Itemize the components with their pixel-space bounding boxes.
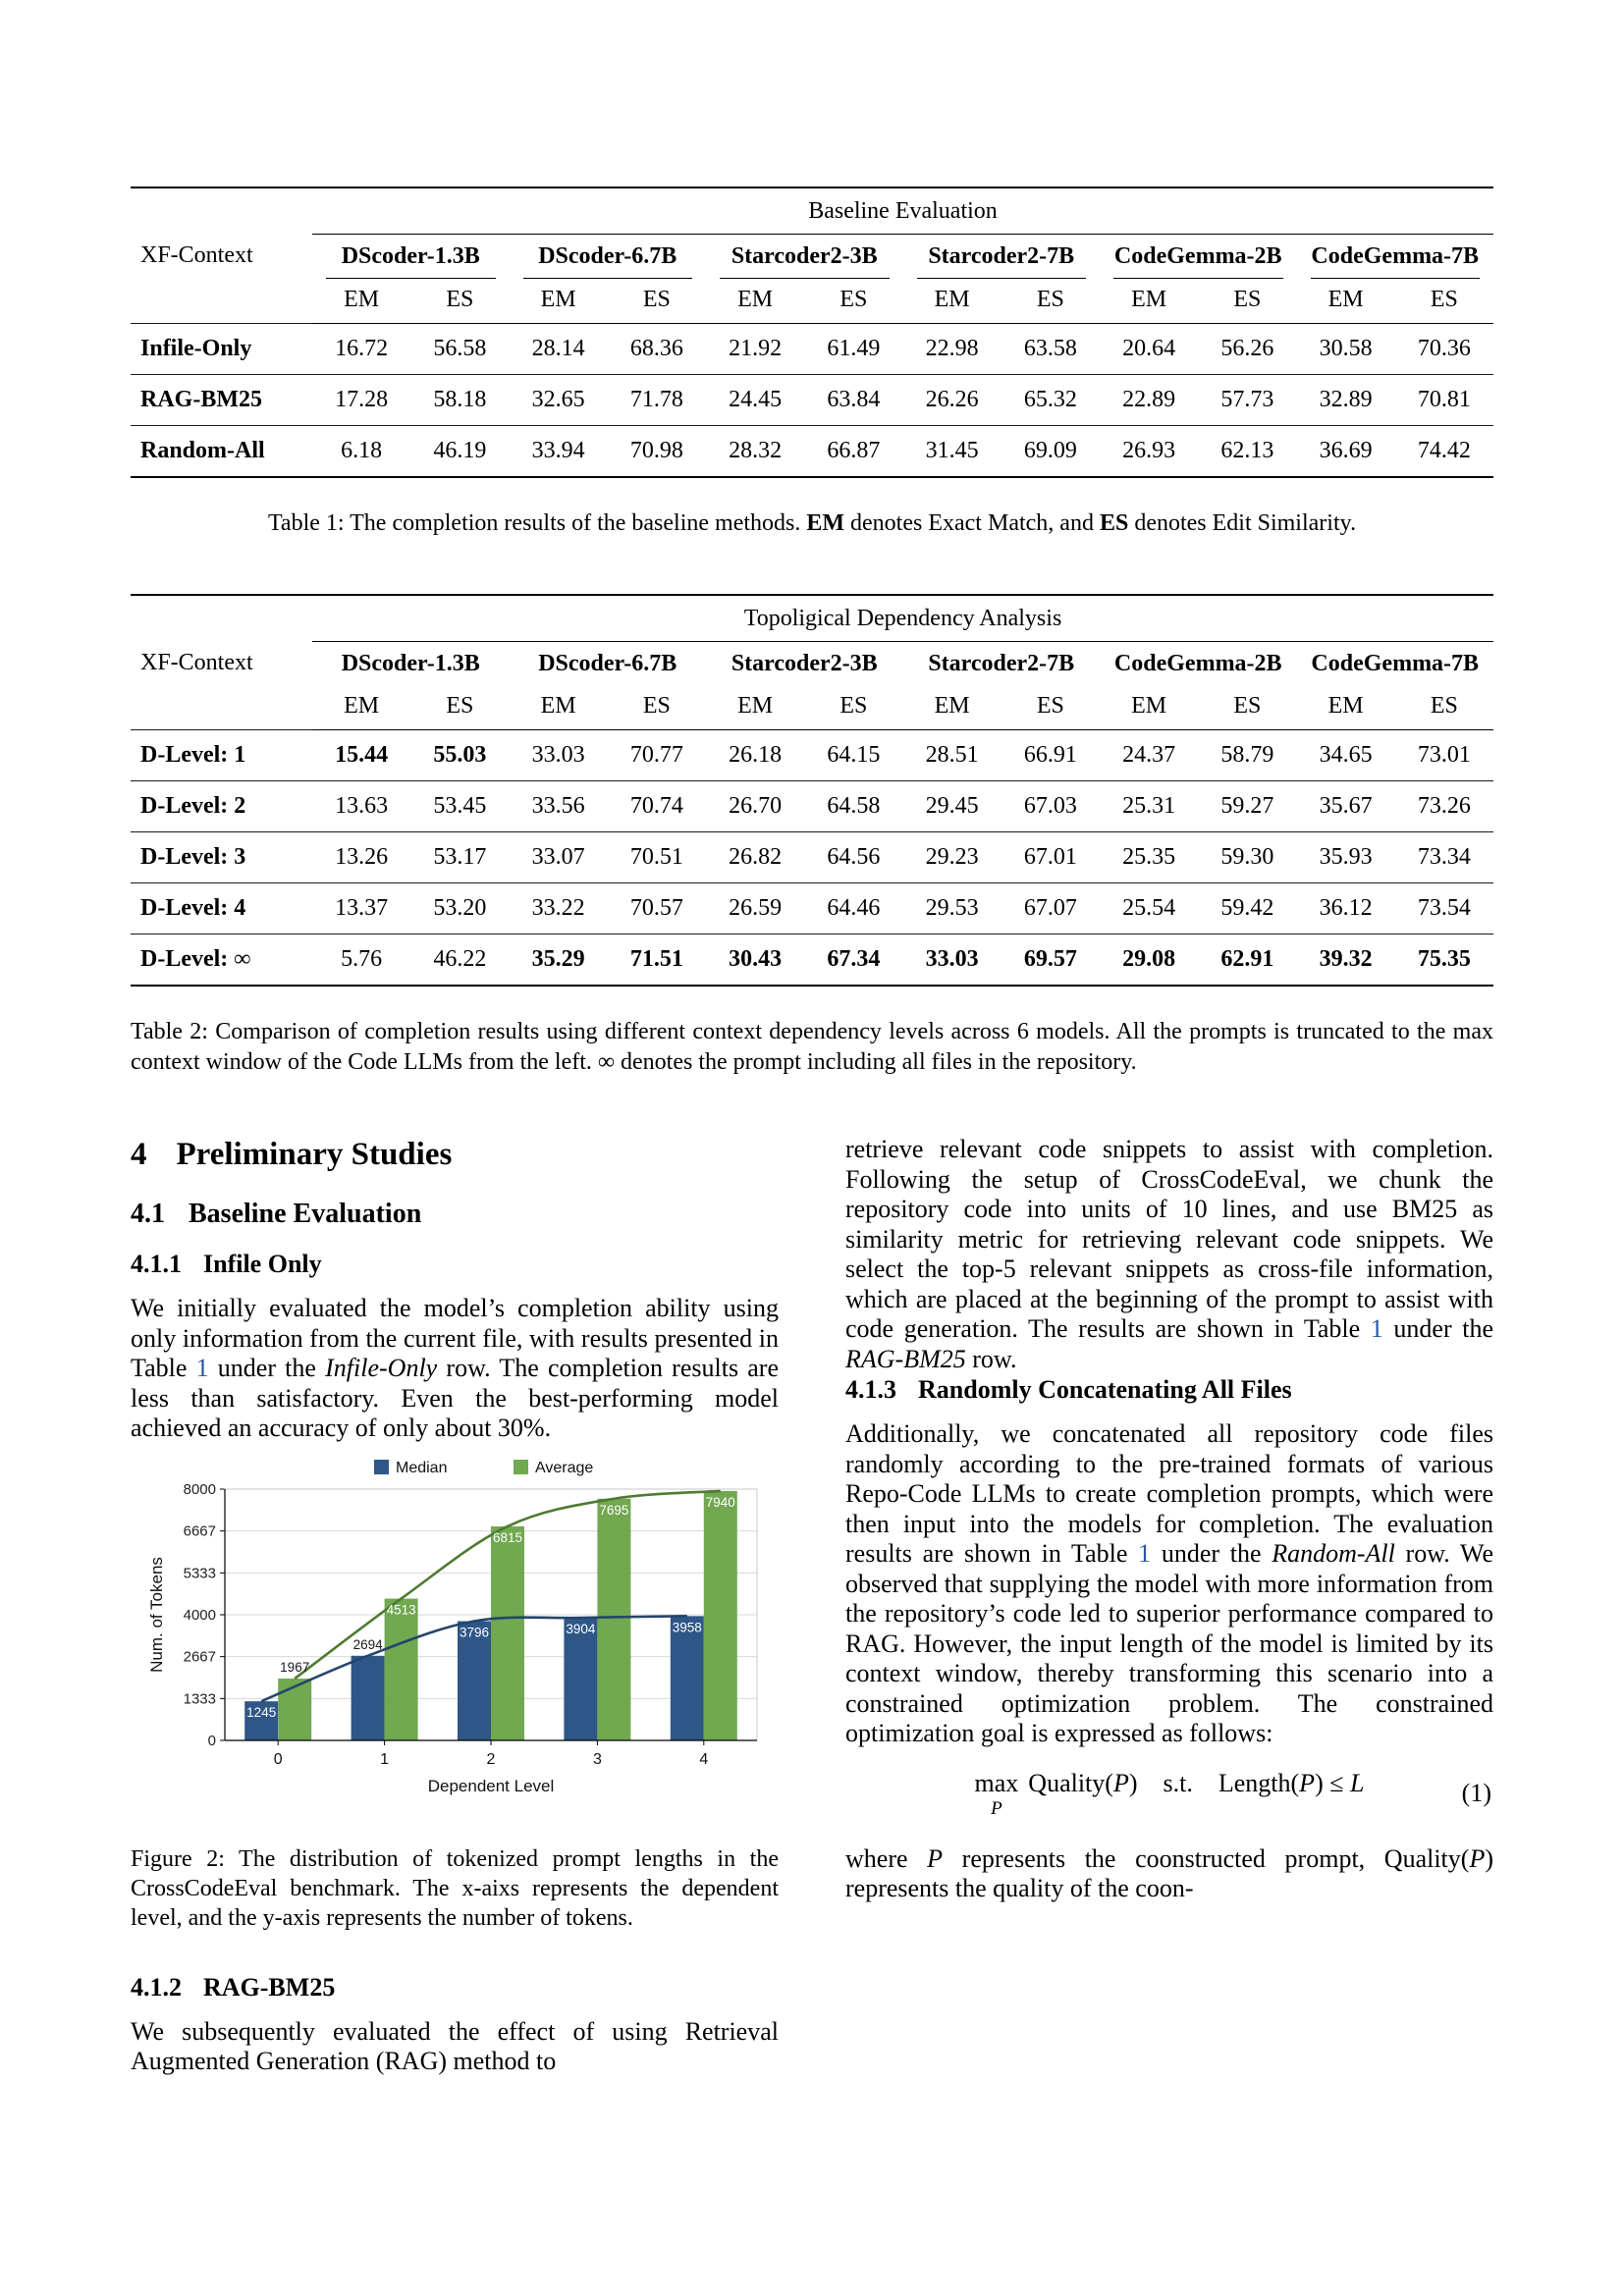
table-cell: 67.34 xyxy=(804,934,902,987)
section-4-1-2-heading: 4.1.2 RAG-BM25 xyxy=(131,1972,336,2002)
legend-average-label: Average xyxy=(535,1459,594,1476)
table-cell: 26.18 xyxy=(706,730,804,781)
metric-subheader: EM xyxy=(903,685,1001,730)
table-cell: 64.15 xyxy=(804,730,902,781)
metric-subheader: ES xyxy=(1395,279,1493,324)
table-cell: 67.07 xyxy=(1001,883,1100,934)
table-row xyxy=(131,375,1493,426)
table-cell: 71.51 xyxy=(608,934,706,987)
table-cell: 59.42 xyxy=(1198,883,1296,934)
metric-subheader: ES xyxy=(1198,279,1296,324)
table-cell: 33.56 xyxy=(510,781,608,832)
table1-caption xyxy=(131,508,1493,539)
metric-subheader: ES xyxy=(1198,685,1296,730)
text-segment: We subsequently evaluated the effect of using Retrieval Augmented Generation (RAG) method to xyxy=(131,2016,779,2075)
table-cell: 66.87 xyxy=(804,426,902,478)
table-group-header: Baseline Evaluation xyxy=(312,187,1493,235)
legend-median-label: Median xyxy=(396,1459,448,1476)
text-segment: ) represents the quality of the coon- xyxy=(845,1843,1494,1903)
model-column-header: CodeGemma-2B xyxy=(1113,651,1282,676)
bar-value-label: 3958 xyxy=(672,1619,702,1634)
text-segment: EM xyxy=(806,510,845,536)
table-cell: 61.49 xyxy=(804,324,902,375)
model-column-header: DScoder-6.7B xyxy=(510,235,707,280)
table-cell: 26.26 xyxy=(903,375,1001,426)
table-cell: 73.34 xyxy=(1395,832,1493,883)
table-corner-label: XF-Context xyxy=(140,242,253,268)
table-cell: 33.03 xyxy=(510,730,608,781)
table-cell: 5.76 xyxy=(312,934,410,987)
table-cell: 26.93 xyxy=(1100,426,1198,478)
table-cell: 29.08 xyxy=(1100,934,1198,987)
table-cell: 15.44 xyxy=(312,730,410,781)
bar-value-label: 4513 xyxy=(386,1602,416,1618)
text-segment: Infile-Only xyxy=(325,1354,438,1382)
two-column-body xyxy=(131,1135,1493,2077)
row-label: D-Level: 3 xyxy=(131,832,312,883)
table-cell: 46.22 xyxy=(410,934,509,987)
text-segment: ES xyxy=(1099,510,1129,536)
page-content xyxy=(131,0,1493,2077)
equation-constraint: Length(P) ≤ L xyxy=(1218,1768,1365,1797)
row-label: D-Level: 1 xyxy=(131,730,312,781)
equation-number: (1) xyxy=(1461,1778,1491,1807)
table-cell: 39.32 xyxy=(1297,934,1395,987)
table-row xyxy=(131,324,1493,375)
table-cell: 64.56 xyxy=(804,832,902,883)
average-bar xyxy=(385,1598,418,1739)
table-cell: 73.54 xyxy=(1395,883,1493,934)
table-cell: 36.69 xyxy=(1297,426,1395,478)
table-cell: 28.14 xyxy=(510,324,608,375)
text-segment: row. The completion results are less than satisfactory. Even the best-performing model achieved an accuracy of only about 30%. xyxy=(131,1354,780,1442)
table-cell: 74.42 xyxy=(1395,426,1493,478)
text-segment: 1 xyxy=(195,1354,209,1382)
bar-value-label: 1245 xyxy=(246,1704,277,1720)
bar-value-label: 3796 xyxy=(459,1625,490,1640)
metric-subheader: EM xyxy=(903,279,1001,324)
metric-subheader: EM xyxy=(312,685,410,730)
metric-subheader: ES xyxy=(804,685,902,730)
table-row xyxy=(131,934,1493,987)
model-column-header: Starcoder2-7B xyxy=(903,235,1101,280)
svg-text:Dependent Level: Dependent Level xyxy=(427,1776,555,1795)
dependency-analysis-table xyxy=(131,594,1493,987)
table-cell: 53.17 xyxy=(410,832,509,883)
table-cell: 22.89 xyxy=(1100,375,1198,426)
table-cell: 22.98 xyxy=(903,324,1001,375)
table-cell: 25.35 xyxy=(1100,832,1198,883)
svg-text:1333: 1333 xyxy=(183,1689,216,1707)
model-column-header: CodeGemma-7B xyxy=(1311,651,1480,676)
table-cell: 62.13 xyxy=(1198,426,1296,478)
max-operator: max P xyxy=(974,1768,1019,1819)
text-segment: denotes Edit Similarity. xyxy=(1128,510,1357,536)
table-cell: 58.79 xyxy=(1198,730,1296,781)
paragraph-random-all xyxy=(845,1419,1493,1749)
table-cell: 6.18 xyxy=(312,426,410,478)
table-cell: 36.12 xyxy=(1297,883,1395,934)
table-cell: 30.58 xyxy=(1297,324,1395,375)
table-cell: 34.65 xyxy=(1297,730,1395,781)
table-cell: 70.74 xyxy=(608,781,706,832)
equation-objective: Quality(P) xyxy=(1028,1768,1138,1797)
table-cell: 55.03 xyxy=(410,730,509,781)
table-cell: 35.93 xyxy=(1297,832,1395,883)
table-cell: 33.94 xyxy=(510,426,608,478)
text-segment: row. We observed that supplying the model with more information from the repository’s code led to superior performance compared to RAG. However, the input length of the model is limited by its context window, thereby transforming this scenario into a constrained optimization problem. The constrained optimization goal is expressed as follows: xyxy=(845,1539,1494,1747)
text-segment: under the xyxy=(1382,1314,1493,1343)
model-column-header: Starcoder2-3B xyxy=(706,235,903,280)
model-column-header: CodeGemma-7B xyxy=(1297,235,1494,280)
section-4-1-heading: 4.1 Baseline Evaluation xyxy=(131,1199,422,1229)
paragraph-where xyxy=(845,1844,1493,1904)
table-cell: 33.07 xyxy=(510,832,608,883)
paragraph-rag-continuation xyxy=(845,1135,1493,1374)
figure-2 xyxy=(131,1454,779,1933)
text-segment: row. xyxy=(965,1344,1017,1373)
table-cell: 53.45 xyxy=(410,781,509,832)
table-cell: 70.81 xyxy=(1395,375,1493,426)
svg-text:0: 0 xyxy=(207,1732,216,1749)
section-4-heading: 4 Preliminary Studies xyxy=(131,1137,453,1172)
text-segment: We initially evaluated the model’s completion ability using only information from the current file, with results presented in Table xyxy=(131,1294,779,1382)
table-cell: 62.91 xyxy=(1198,934,1296,987)
metric-subheader: EM xyxy=(510,279,608,324)
model-column-header: Starcoder2-3B xyxy=(731,651,878,676)
model-column-header: CodeGemma-2B xyxy=(1100,235,1297,280)
text-segment: P xyxy=(927,1843,944,1873)
text-segment: retrieve relevant code snippets to assist with completion. Following the setup of CrossCodeEval, we chunk the repository code into units of 10 lines, and use BM25 as similarity metric for retrieving relevant code snippets. We select the top-5 relevant snippets as cross-file information, which are placed at the beginning of the prompt to assist with code generation. The results are shown in Table xyxy=(845,1135,1493,1343)
text-segment: 1 xyxy=(1138,1539,1152,1568)
table-cell: 70.51 xyxy=(608,832,706,883)
table-row xyxy=(131,730,1493,781)
text-segment: Additionally, we concatenated all repository code files randomly according to the pre-trained formats of various Repo-Code LLMs to create completion prompts, which were then input into the models for completion. The evaluation results are shown in Table xyxy=(845,1419,1493,1568)
table-cell: 25.54 xyxy=(1100,883,1198,934)
svg-text:6667: 6667 xyxy=(183,1522,216,1540)
row-label: D-Level: 4 xyxy=(131,883,312,934)
right-column xyxy=(845,1135,1493,1904)
table-cell: 26.82 xyxy=(706,832,804,883)
section-4-1-1-heading: 4.1.1 Infile Only xyxy=(131,1250,322,1278)
table-group-header: Topoligical Dependency Analysis xyxy=(312,595,1493,642)
svg-text:5333: 5333 xyxy=(183,1564,216,1581)
table-cell: 25.31 xyxy=(1100,781,1198,832)
svg-text:3: 3 xyxy=(592,1750,602,1768)
table-cell: 29.53 xyxy=(903,883,1001,934)
text-segment: RAG-BM25 xyxy=(845,1344,966,1373)
metric-subheader: EM xyxy=(1100,279,1198,324)
table-cell: 46.19 xyxy=(410,426,509,478)
table-corner-label: XF-Context xyxy=(140,649,253,675)
metric-subheader: EM xyxy=(706,685,804,730)
model-column-header: DScoder-1.3B xyxy=(341,651,480,676)
text-segment: where xyxy=(845,1843,928,1873)
table-cell: 35.29 xyxy=(510,934,608,987)
table-cell: 30.43 xyxy=(706,934,804,987)
metric-subheader: ES xyxy=(410,685,509,730)
table-cell: 59.30 xyxy=(1198,832,1296,883)
table-cell: 59.27 xyxy=(1198,781,1296,832)
table-row xyxy=(131,781,1493,832)
metric-subheader: ES xyxy=(1001,685,1100,730)
table-cell: 63.58 xyxy=(1001,324,1100,375)
table-cell: 70.57 xyxy=(608,883,706,934)
bar-value-label: 2694 xyxy=(352,1636,383,1652)
text-segment: denotes Exact Match, and xyxy=(844,510,1100,536)
text-segment: under the xyxy=(208,1354,326,1382)
table-cell: 64.46 xyxy=(804,883,902,934)
row-label: D-Level: 2 xyxy=(131,781,312,832)
table-cell: 58.18 xyxy=(410,375,509,426)
metric-subheader: EM xyxy=(312,279,410,324)
average-bar xyxy=(597,1498,630,1739)
table-cell: 56.26 xyxy=(1198,324,1296,375)
table-cell: 67.03 xyxy=(1001,781,1100,832)
median-bar xyxy=(352,1655,385,1739)
metric-subheader: EM xyxy=(1297,685,1395,730)
table-cell: 64.58 xyxy=(804,781,902,832)
table-cell: 70.98 xyxy=(608,426,706,478)
table-cell: 29.23 xyxy=(903,832,1001,883)
metric-subheader: ES xyxy=(410,279,509,324)
table-cell: 68.36 xyxy=(608,324,706,375)
row-label: D-Level: ∞ xyxy=(131,934,312,987)
text-segment: represents the coonstructed prompt, Quality( xyxy=(943,1843,1470,1873)
svg-text:4: 4 xyxy=(699,1750,709,1768)
bar-value-label: 3904 xyxy=(566,1621,596,1636)
table-cell: 20.64 xyxy=(1100,324,1198,375)
legend-average-swatch xyxy=(514,1460,528,1474)
table-row xyxy=(131,883,1493,934)
metric-subheader: ES xyxy=(1001,279,1100,324)
table-cell: 67.01 xyxy=(1001,832,1100,883)
svg-text:1: 1 xyxy=(380,1750,390,1768)
model-column-header: DScoder-6.7B xyxy=(538,651,677,676)
model-column-header: Starcoder2-7B xyxy=(928,651,1075,676)
table-cell: 33.22 xyxy=(510,883,608,934)
bar-value-label: 7695 xyxy=(599,1502,629,1518)
equation-1 xyxy=(845,1769,1493,1819)
table-cell: 65.32 xyxy=(1001,375,1100,426)
average-bar xyxy=(704,1490,737,1739)
metric-subheader: EM xyxy=(706,279,804,324)
table-cell: 17.28 xyxy=(312,375,410,426)
text-segment: under the xyxy=(1151,1539,1272,1568)
text-segment: Table 2: Comparison of completion results using different context dependency levels across 6 models. All the prompts is truncated to the max context window of the Code LLMs from the left. ∞ denotes the prompt including all files in the repository. xyxy=(131,1019,1493,1075)
table-cell: 16.72 xyxy=(312,324,410,375)
table-cell: 26.59 xyxy=(706,883,804,934)
table2-caption xyxy=(131,1017,1493,1078)
table-cell: 24.45 xyxy=(706,375,804,426)
left-column xyxy=(131,1135,779,2077)
table-cell: 24.37 xyxy=(1100,730,1198,781)
figure2-chart xyxy=(140,1454,769,1803)
svg-text:2: 2 xyxy=(486,1750,496,1768)
table-cell: 63.84 xyxy=(804,375,902,426)
text-segment: Figure 2: The distribution of tokenized prompt lengths in the CrossCodeEval benchmark. The x-aixs represents the dependent level, and the y-axis represents the number of tokens. xyxy=(131,1845,779,1931)
table-row xyxy=(131,426,1493,478)
svg-text:4000: 4000 xyxy=(183,1606,216,1624)
text-segment: 1 xyxy=(1370,1314,1383,1343)
table-cell: 70.36 xyxy=(1395,324,1493,375)
legend-median-swatch xyxy=(374,1460,389,1474)
metric-subheader: ES xyxy=(804,279,902,324)
table-cell: 73.26 xyxy=(1395,781,1493,832)
row-label: Infile-Only xyxy=(131,324,312,375)
table-cell: 28.32 xyxy=(706,426,804,478)
table-row xyxy=(131,832,1493,883)
table-cell: 71.78 xyxy=(608,375,706,426)
metric-subheader: EM xyxy=(1100,685,1198,730)
metric-subheader: ES xyxy=(608,685,706,730)
paragraph-rag-bm25 xyxy=(131,2017,779,2077)
table-cell: 13.26 xyxy=(312,832,410,883)
section-4-1-3-heading: 4.1.3 Randomly Concatenating All Files xyxy=(845,1375,1292,1404)
svg-text:Num. of Tokens: Num. of Tokens xyxy=(147,1556,166,1673)
table-cell: 21.92 xyxy=(706,324,804,375)
text-segment: Random-All xyxy=(1272,1539,1395,1568)
table-cell: 69.09 xyxy=(1001,426,1100,478)
table-cell: 56.58 xyxy=(410,324,509,375)
table-cell: 13.63 xyxy=(312,781,410,832)
table-cell: 29.45 xyxy=(903,781,1001,832)
metric-subheader: ES xyxy=(608,279,706,324)
table-cell: 69.57 xyxy=(1001,934,1100,987)
paragraph-infile-only xyxy=(131,1294,779,1444)
bar-value-label: 7940 xyxy=(705,1494,735,1510)
equation-st: s.t. xyxy=(1163,1768,1193,1797)
row-label: Random-All xyxy=(131,426,312,478)
bar-value-label: 6815 xyxy=(492,1529,523,1545)
table-cell: 66.91 xyxy=(1001,730,1100,781)
metric-subheader: EM xyxy=(510,685,608,730)
svg-text:0: 0 xyxy=(273,1750,283,1768)
baseline-evaluation-table xyxy=(131,187,1493,478)
metric-subheader: EM xyxy=(1297,279,1395,324)
table-cell: 28.51 xyxy=(903,730,1001,781)
table-cell: 26.70 xyxy=(706,781,804,832)
svg-text:2667: 2667 xyxy=(183,1648,216,1666)
svg-text:8000: 8000 xyxy=(183,1480,216,1498)
table-cell: 57.73 xyxy=(1198,375,1296,426)
table-cell: 53.20 xyxy=(410,883,509,934)
table-cell: 75.35 xyxy=(1395,934,1493,987)
table-cell: 13.37 xyxy=(312,883,410,934)
table-cell: 73.01 xyxy=(1395,730,1493,781)
bar-value-label: 1967 xyxy=(280,1659,310,1675)
text-segment: P xyxy=(1469,1843,1486,1873)
figure2-caption xyxy=(131,1844,779,1933)
table-cell: 35.67 xyxy=(1297,781,1395,832)
table-cell: 33.03 xyxy=(903,934,1001,987)
average-bar xyxy=(491,1525,524,1739)
metric-subheader: ES xyxy=(1395,685,1493,730)
table-cell: 31.45 xyxy=(903,426,1001,478)
text-segment: Table 1: The completion results of the baseline methods. xyxy=(267,510,807,536)
row-label: RAG-BM25 xyxy=(131,375,312,426)
table-cell: 32.65 xyxy=(510,375,608,426)
model-column-header: DScoder-1.3B xyxy=(312,235,510,280)
table-cell: 32.89 xyxy=(1297,375,1395,426)
table-cell: 70.77 xyxy=(608,730,706,781)
